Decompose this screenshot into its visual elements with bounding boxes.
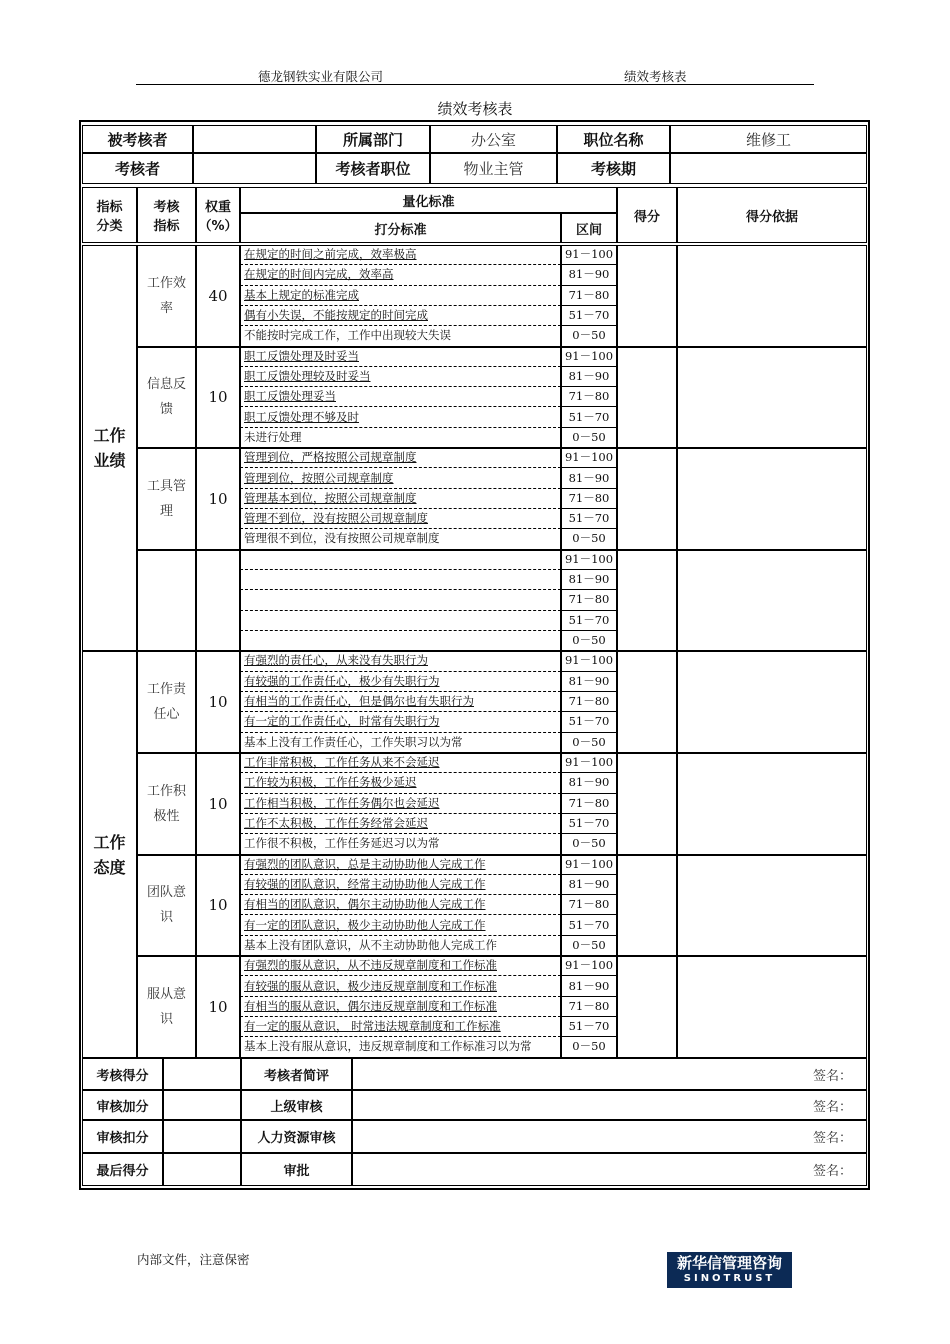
range-value: 81－90 xyxy=(561,469,617,489)
range-value: 81－90 xyxy=(561,773,617,793)
basis-cell[interactable] xyxy=(677,347,867,449)
indicator-name: 工具管理 xyxy=(137,448,196,550)
criteria-line xyxy=(240,916,561,936)
info-value[interactable]: 维修工 xyxy=(670,125,867,153)
range-value: 71－80 xyxy=(561,895,617,915)
range-value: 91－100 xyxy=(561,753,617,773)
criteria-line xyxy=(240,286,561,306)
indicator-weight: 10 xyxy=(196,347,240,449)
summary-label: 审核加分 xyxy=(82,1090,163,1120)
criteria-text: 未进行处理 xyxy=(244,429,302,444)
doc-name: 绩效考核表 xyxy=(624,69,687,84)
range-value: 81－90 xyxy=(561,367,617,387)
criteria-text: 有强烈的服从意识，从不违反规章制度和工作标准 xyxy=(244,958,497,973)
criteria-text: 工作非常积极，工作任务从来不会延迟 xyxy=(244,755,440,769)
criteria-line xyxy=(240,570,561,590)
summary-input[interactable] xyxy=(163,1058,241,1090)
info-value[interactable] xyxy=(193,153,316,184)
basis-cell[interactable] xyxy=(677,753,867,855)
criteria-line xyxy=(240,489,561,509)
logo-en: SINOTRUST xyxy=(683,1273,776,1284)
score-cell[interactable] xyxy=(617,753,677,855)
criteria-text: 在规定的时间之前完成，效率极高 xyxy=(244,247,417,261)
range-value: 71－80 xyxy=(561,286,617,306)
sinotrust-logo xyxy=(667,1252,792,1288)
score-cell[interactable] xyxy=(617,550,677,652)
criteria-text: 有相当的服从意识，偶尔违反规章制度和工作标准 xyxy=(244,998,497,1013)
score-cell[interactable] xyxy=(617,347,677,449)
info-label: 被考核者 xyxy=(82,125,193,153)
criteria-text: 有一定的工作责任心，时常有失职行为 xyxy=(244,714,440,729)
criteria-line xyxy=(240,306,561,326)
header-range: 区间 xyxy=(561,213,617,243)
review-label: 审批 xyxy=(241,1153,352,1186)
page-title: 绩效考核表 xyxy=(437,100,513,118)
range-value: 0－50 xyxy=(572,328,606,343)
criteria-line xyxy=(240,997,561,1017)
indicator-weight: 10 xyxy=(196,855,240,957)
header-category: 指标分类 xyxy=(82,187,137,243)
range-value: 91－100 xyxy=(561,448,617,468)
criteria-line xyxy=(240,1037,561,1057)
indicator-name: 工作积极性 xyxy=(137,753,196,855)
criteria-line xyxy=(240,956,561,976)
info-label: 考核期 xyxy=(557,153,670,184)
range-value: 91－100 xyxy=(561,855,617,875)
range-value: 71－80 xyxy=(561,387,617,407)
range-value: 0－50 xyxy=(572,429,606,444)
criteria-line xyxy=(240,794,561,814)
range-value: 51－70 xyxy=(561,408,617,428)
criteria-text: 工作较为积极，工作任务极少延迟 xyxy=(244,775,417,790)
company-name: 德龙钢铁实业有限公司 xyxy=(258,69,384,84)
criteria-line xyxy=(240,469,561,489)
criteria-text: 管理到位，严格按照公司规章制度 xyxy=(244,450,417,465)
header-criteria: 打分标准 xyxy=(240,213,561,243)
basis-cell[interactable] xyxy=(677,956,867,1058)
criteria-line xyxy=(240,550,561,570)
basis-cell[interactable] xyxy=(677,855,867,957)
indicator-name: 服从意识 xyxy=(137,956,196,1058)
criteria-line xyxy=(240,651,561,671)
score-cell[interactable] xyxy=(617,855,677,957)
score-cell[interactable] xyxy=(617,245,677,347)
score-cell[interactable] xyxy=(617,448,677,550)
header-score: 得分 xyxy=(617,187,677,243)
criteria-text: 有较强的工作责任心，极少有失职行为 xyxy=(244,673,440,688)
range-value: 91－100 xyxy=(561,956,617,976)
criteria-line xyxy=(240,529,561,549)
criteria-text: 偶有小失误，不能按规定的时间完成 xyxy=(244,307,428,322)
criteria-text: 基本上没有团队意识，从不主动协助他人完成工作 xyxy=(244,937,497,952)
criteria-text: 有强烈的团队意识，总是主动协助他人完成工作 xyxy=(244,856,486,871)
criteria-text: 在规定的时间内完成，效率高 xyxy=(244,267,394,282)
criteria-line xyxy=(240,245,561,265)
criteria-line xyxy=(240,733,561,753)
criteria-text: 管理到位，按照公司规章制度 xyxy=(244,470,394,485)
range-value: 71－80 xyxy=(561,794,617,814)
confidential-note: 内部文件，注意保密 xyxy=(137,1252,250,1267)
criteria-line xyxy=(240,611,561,631)
criteria-line xyxy=(240,1017,561,1037)
review-label: 上级审核 xyxy=(241,1090,352,1120)
criteria-line xyxy=(240,631,561,651)
criteria-text: 有一定的团队意识，极少主动协助他人完成工作 xyxy=(244,917,486,932)
indicator-name: 工作责任心 xyxy=(137,651,196,753)
basis-cell[interactable] xyxy=(677,448,867,550)
signature-field[interactable]: 签名： xyxy=(352,1120,867,1153)
indicator-weight: 10 xyxy=(196,651,240,753)
criteria-line xyxy=(240,936,561,956)
range-value: 51－70 xyxy=(561,712,617,732)
range-value: 71－80 xyxy=(561,997,617,1017)
criteria-line xyxy=(240,977,561,997)
summary-label: 审核扣分 xyxy=(82,1120,163,1153)
criteria-text: 管理基本到位，按照公司规章制度 xyxy=(244,490,417,505)
criteria-line xyxy=(240,347,561,367)
signature-field[interactable]: 签名： xyxy=(352,1090,867,1120)
header-indicator: 考核指标 xyxy=(137,187,196,243)
criteria-line xyxy=(240,509,561,529)
criteria-text: 工作很不积极，工作任务延迟习以为常 xyxy=(244,836,440,851)
header-rule xyxy=(136,84,814,85)
summary-input[interactable] xyxy=(163,1090,241,1120)
indicator-weight: 40 xyxy=(196,245,240,347)
criteria-text: 有一定的服从意识， 时常违法规章制度和工作标准 xyxy=(244,1019,501,1034)
criteria-text: 有相当的团队意识，偶尔主动协助他人完成工作 xyxy=(244,897,486,912)
criteria-text: 有较强的服从意识，极少违反规章制度和工作标准 xyxy=(244,978,497,993)
criteria-text: 职工反馈处理及时妥当 xyxy=(244,348,359,363)
range-value: 51－70 xyxy=(561,1017,617,1037)
criteria-line xyxy=(240,448,561,468)
criteria-text: 基本上没有服从意识，违反规章制度和工作标准习以为常 xyxy=(244,1039,532,1054)
header-basis: 得分依据 xyxy=(677,187,867,243)
info-label: 职位名称 xyxy=(557,125,670,153)
info-label: 考核者职位 xyxy=(316,153,430,184)
basis-cell[interactable] xyxy=(677,550,867,652)
range-value: 51－70 xyxy=(561,611,617,631)
range-value: 71－80 xyxy=(561,692,617,712)
summary-label: 考核得分 xyxy=(82,1058,163,1090)
criteria-text: 职工反馈处理不够及时 xyxy=(244,409,359,424)
score-cell[interactable] xyxy=(617,956,677,1058)
info-label: 考核者 xyxy=(82,153,193,184)
indicator-name: 信息反馈 xyxy=(137,347,196,449)
summary-label: 最后得分 xyxy=(82,1153,163,1186)
range-value: 81－90 xyxy=(561,875,617,895)
criteria-line xyxy=(240,326,561,346)
range-value: 0－50 xyxy=(572,937,606,952)
criteria-line xyxy=(240,875,561,895)
criteria-line xyxy=(240,590,561,610)
criteria-line xyxy=(240,814,561,834)
review-label: 考核者简评 xyxy=(241,1058,352,1090)
range-value: 51－70 xyxy=(561,814,617,834)
signature-field[interactable]: 签名： xyxy=(352,1153,867,1186)
range-value: 0－50 xyxy=(572,531,606,546)
criteria-line xyxy=(240,834,561,854)
criteria-line xyxy=(240,265,561,285)
criteria-text: 基本上规定的标准完成 xyxy=(244,287,359,302)
criteria-line xyxy=(240,712,561,732)
criteria-text: 基本上没有工作责任心，工作失职习以为常 xyxy=(244,734,463,749)
criteria-line xyxy=(240,692,561,712)
criteria-line xyxy=(240,387,561,407)
basis-cell[interactable] xyxy=(677,651,867,753)
indicator-weight xyxy=(196,550,240,652)
criteria-text: 不能按时完成工作，工作中出现较大失误 xyxy=(244,328,451,343)
criteria-text: 有较强的团队意识，经常主动协助他人完成工作 xyxy=(244,876,486,891)
range-value: 71－80 xyxy=(561,489,617,509)
range-value: 91－100 xyxy=(561,651,617,671)
criteria-text: 管理不到位，没有按照公司规章制度 xyxy=(244,511,428,526)
range-value: 0－50 xyxy=(572,836,606,851)
range-value: 0－50 xyxy=(572,633,606,647)
criteria-line xyxy=(240,672,561,692)
basis-cell[interactable] xyxy=(677,245,867,347)
logo-cn: 新华信管理咨询 xyxy=(676,1254,782,1272)
criteria-text: 工作相当积极，工作任务偶尔也会延迟 xyxy=(244,795,440,810)
info-label: 所属部门 xyxy=(316,125,430,153)
range-value: 71－80 xyxy=(561,590,617,610)
indicator-weight: 10 xyxy=(196,956,240,1058)
signature-field[interactable]: 签名： xyxy=(352,1058,867,1090)
indicator-weight: 10 xyxy=(196,753,240,855)
info-value[interactable]: 办公室 xyxy=(430,125,557,153)
review-label: 人力资源审核 xyxy=(241,1120,352,1153)
info-value[interactable] xyxy=(193,125,316,153)
criteria-line xyxy=(240,895,561,915)
info-value[interactable] xyxy=(670,153,867,184)
range-value: 81－90 xyxy=(561,672,617,692)
range-value: 91－100 xyxy=(561,347,617,367)
category-label: 工作业绩 xyxy=(82,245,137,651)
range-value: 81－90 xyxy=(561,570,617,590)
criteria-line xyxy=(240,773,561,793)
summary-input[interactable] xyxy=(163,1153,241,1186)
indicator-name: 团队意识 xyxy=(137,855,196,957)
criteria-text: 职工反馈处理妥当 xyxy=(244,389,336,404)
criteria-line xyxy=(240,408,561,428)
criteria-text: 工作不太积极，工作任务经常会延迟 xyxy=(244,815,428,830)
header-quant: 量化标准 xyxy=(240,187,617,213)
criteria-line xyxy=(240,428,561,448)
range-value: 91－100 xyxy=(561,245,617,265)
criteria-line xyxy=(240,753,561,773)
criteria-text: 有相当的工作责任心，但是偶尔也有失职行为 xyxy=(244,694,474,708)
indicator-name: 工作效率 xyxy=(137,245,196,347)
criteria-text: 管理很不到位，没有按照公司规章制度 xyxy=(244,531,440,546)
info-value[interactable]: 物业主管 xyxy=(430,153,557,184)
header-weight: 权重（%） xyxy=(196,187,240,243)
range-value: 0－50 xyxy=(572,1039,606,1054)
range-value: 81－90 xyxy=(561,265,617,285)
indicator-weight: 10 xyxy=(196,448,240,550)
criteria-text: 职工反馈处理较及时妥当 xyxy=(244,368,371,383)
range-value: 51－70 xyxy=(561,916,617,936)
range-value: 51－70 xyxy=(561,306,617,326)
criteria-line xyxy=(240,855,561,875)
summary-input[interactable] xyxy=(163,1120,241,1153)
indicator-name xyxy=(137,550,196,652)
range-value: 81－90 xyxy=(561,977,617,997)
criteria-text: 有强烈的责任心，从来没有失职行为 xyxy=(244,653,428,668)
range-value: 0－50 xyxy=(572,734,606,749)
criteria-line xyxy=(240,367,561,387)
score-cell[interactable] xyxy=(617,651,677,753)
range-value: 51－70 xyxy=(561,509,617,529)
category-label: 工作态度 xyxy=(82,651,137,1057)
range-value: 91－100 xyxy=(561,550,617,570)
